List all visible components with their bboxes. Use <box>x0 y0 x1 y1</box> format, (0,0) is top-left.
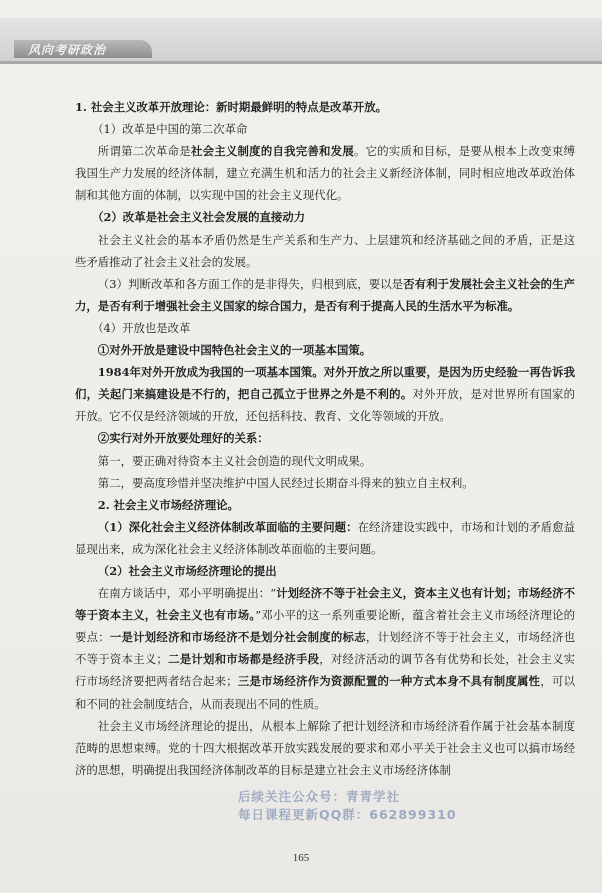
paragraph-7 <box>75 516 575 560</box>
text-span: ，可以和不同的社会制度结合，从而表现出不同的性质。 <box>75 674 575 711</box>
text-span: 对外开放，是对世界所有国家的开放。它不仅是经济领域的开放，还包括科技、教育、文化等领域的开放。 <box>75 387 575 424</box>
watermark-line-2: 每日课程更新QQ群：662899310 <box>238 807 457 822</box>
paragraph-2: 社会主义社会的基本矛盾仍然是生产关系和生产力、上层建筑和经济基础之间的矛盾，正是这些矛盾推动了社会主义社会的发展。 <box>75 232 575 269</box>
bold-span: （1）深化社会主义经济体制改革面临的主要问题： <box>97 519 358 534</box>
main-text <box>75 96 575 781</box>
text-span: 明确提出我国经济体制改革的目标是建立社会主义市场经济体制 <box>131 762 451 777</box>
paragraph-1 <box>75 140 575 206</box>
paragraph-5: 第一，要正确对待资本主义社会创造的现代文明成果。 <box>97 453 372 468</box>
section-heading-1: 1. 社会主义改革开放理论：新时期最鲜明的特点是改革开放。 <box>75 100 388 114</box>
bold-span: 一是计划经济和市场经济不是划分社会制度的标志 <box>109 630 366 645</box>
bold-span: 三是市场经济作为资源配置的一种方式本身不具有制度属性 <box>237 674 541 689</box>
bold-span: 社会主义制度的自我完善和发展 <box>190 144 354 159</box>
text-span: ”邓小平的这一系列重要论断，蕴含着社会主义市场经济理论的要点： <box>75 608 575 645</box>
subheading-3: （4）开放也是改革 <box>92 320 191 335</box>
text-span: ，对经济活动的调节各有优势和长处，社会主义实行市场经济要把两者结合起来； <box>75 652 575 689</box>
text-span: 在南方谈话中，邓小平明确提出：“ <box>97 586 277 601</box>
paragraph-3 <box>75 273 575 317</box>
bold-span: 否有利于发展社会主义社会的生产力，是否有利于增强社会主义国家的综合国力，是否有利于提高人民的生活水平为标准。 <box>75 276 575 313</box>
section-heading-2: 2. 社会主义市场经济理论。 <box>97 497 239 512</box>
watermark-line-1: 后续关注公众号：青青学社 <box>238 789 401 804</box>
paragraph-6: 第二，要高度珍惜并坚决维护中国人民经过长期奋斗得来的独立自主权利。 <box>97 475 474 490</box>
text-span: 在经济建设实践中，市场和计划的矛盾愈益显现出来，成为深化社会主义经济体制改革面临的主要问题。 <box>75 519 575 556</box>
header-title: 风向考研政治 <box>28 43 107 57</box>
paragraph-4 <box>75 361 575 427</box>
bold-span: 二是计划和市场都是经济手段 <box>167 652 320 667</box>
paragraph-8 <box>75 582 575 715</box>
page-number: 165 <box>292 852 310 864</box>
text-span: 。它的实质和目标，是要从根本上改变束缚我国生产力发展的经济体制，建立充满生机和活力的社会主义新经济体制，同时相应地改革政治体制和其他方面的体制，以实现中国的社会主义现代化。 <box>75 144 575 203</box>
bold-span: 1984年对外开放成为我国的一项基本国策。对外开放之所以重要，是因为历史经验一再告诉我们，关起门来搞建设是不行的，把自己孤立于世界之外是不利的。 <box>75 365 575 402</box>
paragraph-9 <box>75 715 575 781</box>
header-divider <box>0 61 602 64</box>
text-span: 社会主义市场经济理论的提出，从根本上解除了把计划经济和市场经济看作属于社会基本制度范畴的思想束缚。党的十四大根据改革开放实践发展的要求和邓小平关于社会主义也可以搞市场经济的思想， <box>75 718 575 777</box>
text-span: ，计划经济不等于社会主义，市场经济也不等于资本主义； <box>75 630 575 667</box>
text-span: （3）判断改革和各方面工作的是非得失，归根到底，要以是 <box>97 276 404 291</box>
bold-span: 计划经济不等于社会主义，资本主义也有计划；市场经济不等于资本主义，社会主义也有市场。 <box>75 586 575 623</box>
subheading-4: （2）社会主义市场经济理论的提出 <box>97 563 277 578</box>
list-item-2: ②实行对外开放要处理好的关系： <box>97 431 269 446</box>
watermark-stamp <box>238 788 478 824</box>
list-item-1: ①对外开放是建设中国特色社会主义的一项基本国策。 <box>97 343 372 358</box>
text-span: 所谓第二次革命是 <box>97 144 191 159</box>
subheading-2: （2）改革是社会主义社会发展的直接动力 <box>92 210 306 225</box>
subheading-1: （1）改革是中国的第二次革命 <box>92 122 248 137</box>
